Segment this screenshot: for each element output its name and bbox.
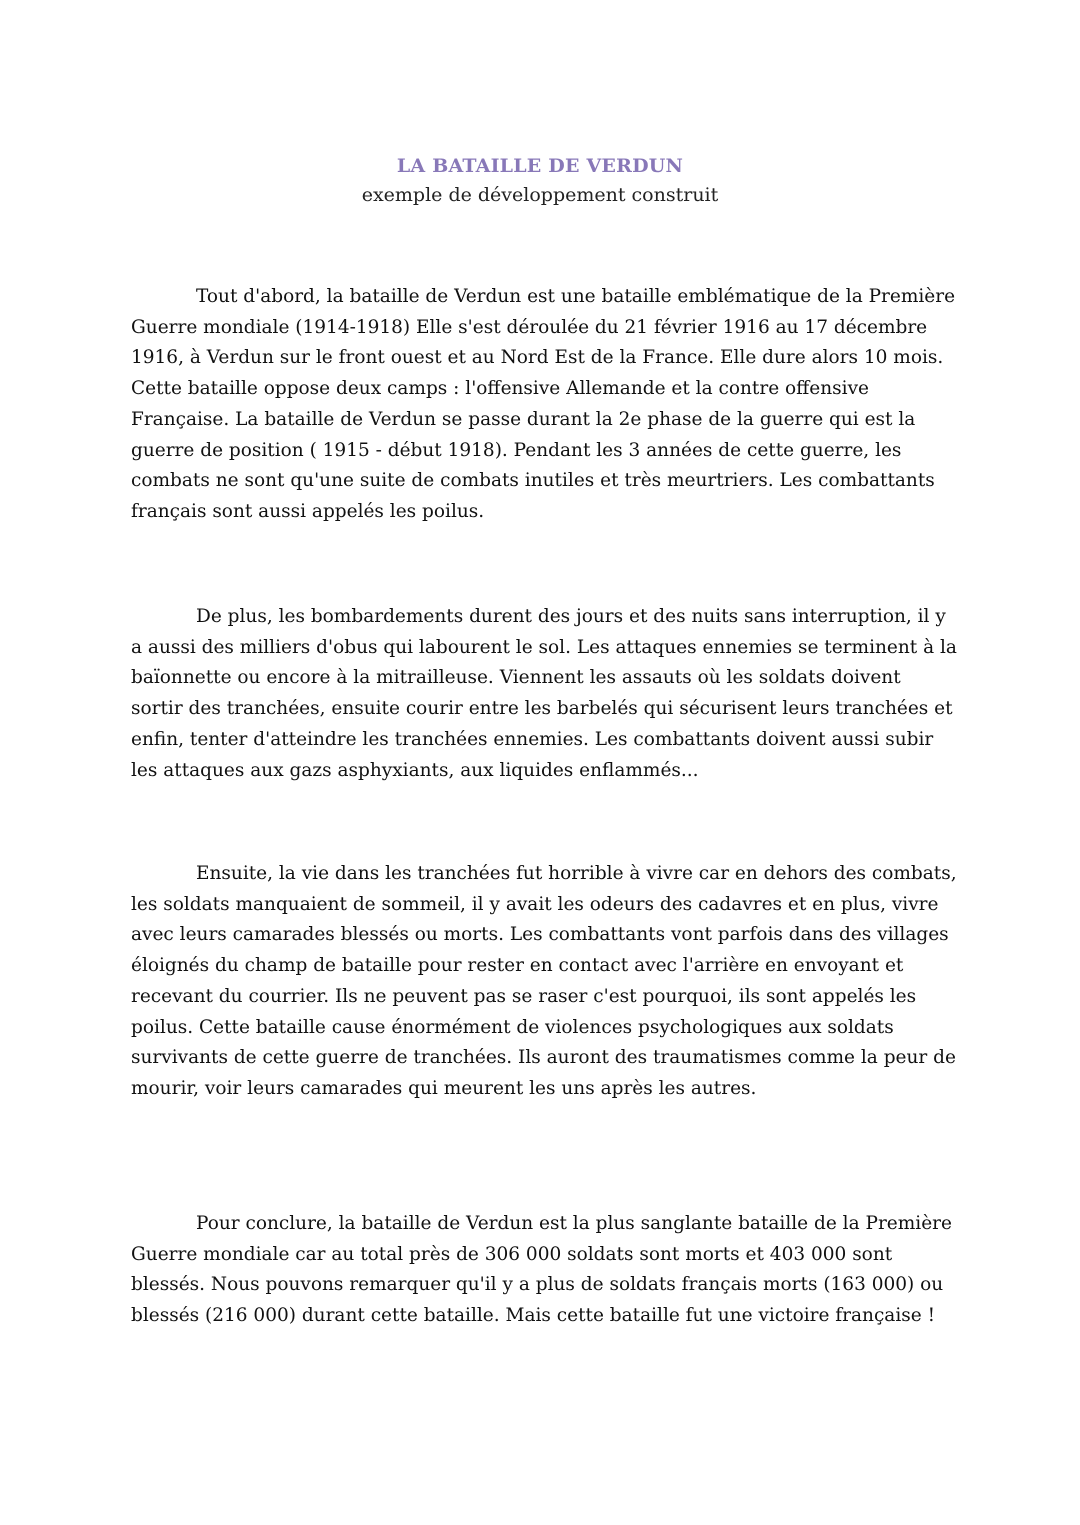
document-title: LA BATAILLE DE VERDUN — [396, 155, 684, 177]
paragraph-conclusion: Pour conclure, la bataille de Verdun est la plus sanglante bataille de la Première Guerre mondiale car au total près de 306 000 soldats sont morts et 403 000 sont blessés. Nous pouvons remarquer qu'il y a plus de soldats français morts (163 000) ou blessés (216 000) durant cette bataille. Mais cette bataille fut une victoire française ! — [131, 1213, 952, 1327]
paragraph-combats: De plus, les bombardements durent des jours et des nuits sans interruption, il y a aussi des milliers d'obus qui labourent le sol. Les attaques ennemies se terminent à la baïonnette ou encore à la mitrailleuse. Viennent les assauts où les soldats doivent sortir des tranchées, ensuite courir entre les barbelés qui sécurisent leurs tranchées et enfin, tenter d'atteindre les tranchées ennemies. Les combattants doivent aussi subir les attaques aux gazs asphyxiants, aux liquides enflammés... — [131, 606, 957, 781]
title-block — [0, 152, 1080, 210]
paragraph-introduction: Tout d'abord, la bataille de Verdun est une bataille emblématique de la Première Guerre mondiale (1914-1918) Elle s'est déroulée du 21 février 1916 au 17 décembre 1916, à Verdun sur le front ouest et au Nord Est de la France. Elle dure alors 10 mois. Cette bataille oppose deux camps : l'offensive Allemande et la contre offensive Française. La bataille de Verdun se passe durant la 2e phase de la guerre qui est la guerre de position ( 1915 - début 1918). Pendant les 3 années de cette guerre, les combats ne sont qu'une suite de combats inutiles et très meurtriers. Les combattants français sont aussi appelés les poilus. — [131, 286, 956, 522]
paragraph-trench-life: Ensuite, la vie dans les tranchées fut horrible à vivre car en dehors des combats, les soldats manquaient de sommeil, il y avait les odeurs des cadavres et en plus, vivre avec leurs camarades blessés ou morts. Les combattants vont parfois dans des villages éloignés du champ de bataille pour rester en contact avec l'arrière en envoyant et recevant du courrier. Ils ne peuvent pas se raser c'est pourquoi, ils sont appelés les poilus. Cette bataille cause énormément de violences psychologiques aux soldats survivants de cette guerre de tranchées. Ils auront des traumatismes comme la peur de mourir, voir leurs camarades qui meurent les uns après les autres. — [131, 863, 957, 1099]
document-subtitle: exemple de développement construit — [361, 184, 719, 206]
